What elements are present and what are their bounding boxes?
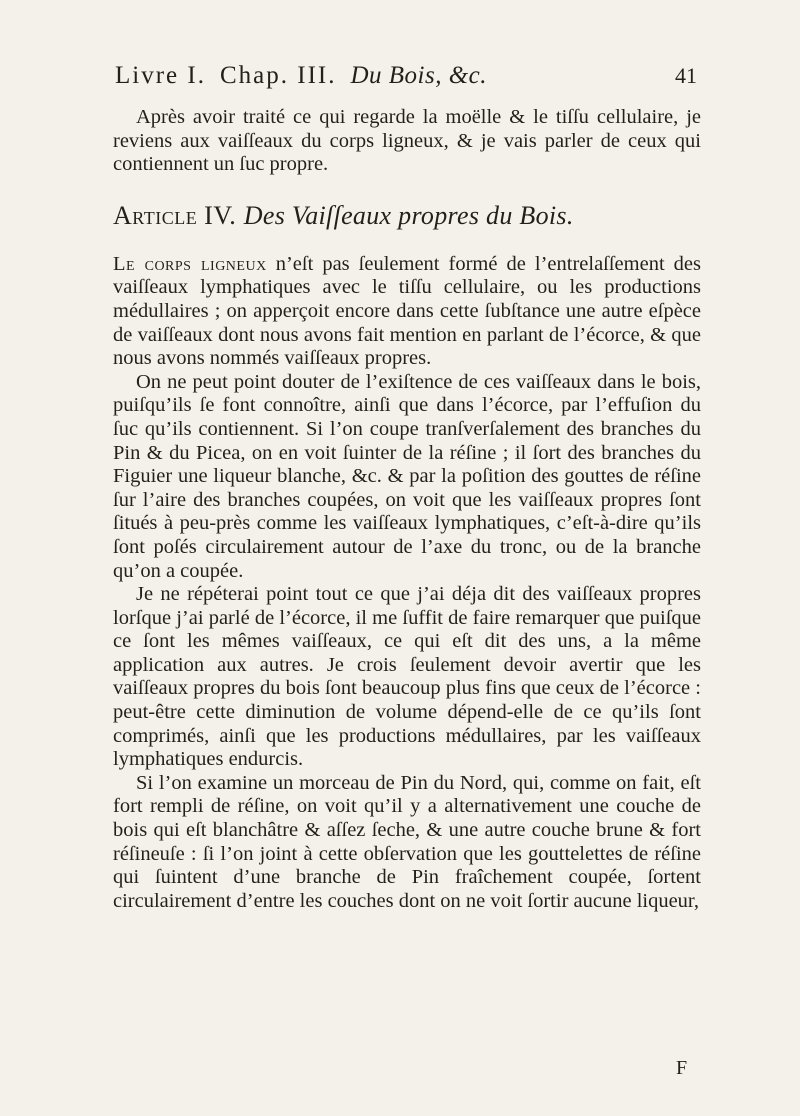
article-heading xyxy=(113,201,701,231)
running-title: Du Bois, &c. xyxy=(350,62,488,89)
book-label: Livre I. xyxy=(115,62,206,89)
article-title: Des Vaiſſeaux propres du Bois. xyxy=(243,200,574,230)
intro-paragraph: Après avoir traité ce qui regarde la moëlle & le tiſſu cellulaire, je reviens aux vaiſſeaux du corps ligneux, & je vais parler de ceux qui contiennent un ſuc propre. xyxy=(113,106,701,176)
article-label: Article IV. xyxy=(113,200,237,230)
paragraph xyxy=(113,371,701,583)
paragraph xyxy=(113,772,701,914)
text-block xyxy=(113,106,701,913)
page-number: 41 xyxy=(675,63,697,88)
paragraph xyxy=(113,253,701,371)
paragraph-text: Si l’on examine un morceau de Pin du Nord, qui, comme on fait, eſt fort rempli de réſine, on voit qu’il y a alternativement une couche de bois qui eſt blanchâtre & aſſez ſeche, & une autre couche brune & fort réſineuſe : ſi l’on joint à cette obſervation que les gouttelettes de réſine qui ſuintent d’une branche de Pin fraîchement coupée, ſortent circulairement d’entre les couches dont on ne voit ſortir aucune liqueur, xyxy=(113,771,701,912)
chapter-label: Chap. III. xyxy=(219,62,337,89)
paragraph-lead: Le corps ligneux xyxy=(113,252,267,275)
signature-mark: F xyxy=(676,1057,688,1079)
paragraph xyxy=(113,583,701,772)
paragraph-text: n’eſt pas ſeulement formé de l’entrelaſſement des vaiſſeaux lymphatiques avec le tiſſu cellulaire, ou les productions médullaires ; on apperçoit encore dans cette ſubſtance une autre eſpèce de vaiſſeaux dont nous avons fait mention en parlant de l’écorce, & que nous avons nommés vaiſſeaux propres. xyxy=(113,252,701,370)
paragraph-text: Je ne répéterai point tout ce que j’ai déja dit des vaiſſeaux propres lorſque j’ai parlé de l’écorce, il me ſuffit de faire remarquer que puiſque ce ſont les mêmes vaiſſeaux, ce qui eſt dit des uns, a la même application aux autres. Je crois ſeulement devoir avertir que les vaiſſeaux propres du bois ſont beaucoup plus fins que ceux de l’écorce : peut-être cette diminution de volume dépend-elle de ce qu’ils ſont comprimés, ainſi que les productions médullaires, par les vaiſſeaux lymphatiques endurcis. xyxy=(113,583,701,771)
paragraph-text: On ne peut point douter de l’exiſtence de ces vaiſſeaux dans le bois, puiſqu’ils ſe font connoître, ainſi que dans l’écorce, par l’effuſion du ſuc qu’ils contiennent. Si l’on coupe tranſverſalement des branches du Pin & du Picea, on en voit ſuinter de la réſine ; il ſort des branches du Figuier une liqueur blanche, &c. & par la poſition des gouttes de réſine ſur l’aire des branches coupées, on voit que les vaiſſeaux propres ſont ſitués à peu-près comme les vaiſſeaux lymphatiques, c’eſt-à-dire qu’ils ſont poſés circulairement autour de l’axe du tronc, ou de la branche qu’on a coupée. xyxy=(113,370,701,582)
running-head xyxy=(115,62,697,90)
